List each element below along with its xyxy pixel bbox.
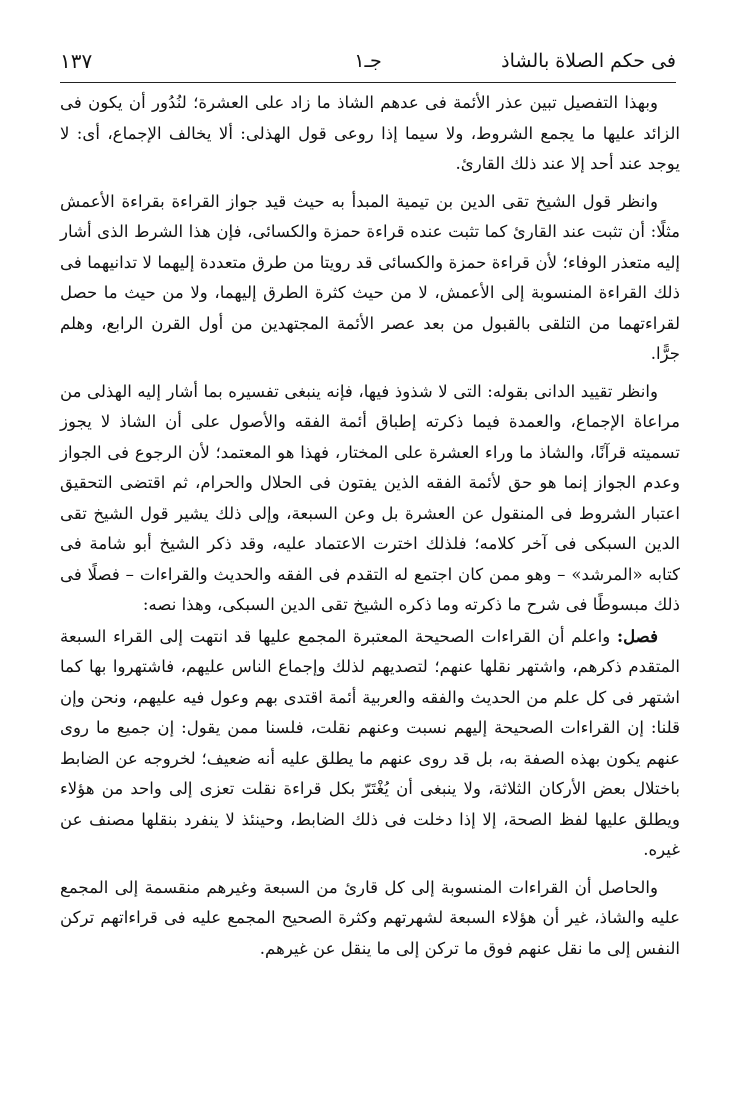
running-title: فى حكم الصلاة بالشاذ (501, 50, 676, 72)
section-lead-word: فصل: (616, 625, 658, 646)
paragraph-3: وانظر تقييد الدانى بقوله: التى لا شذوذ فيها، فإنه ينبغى تفسيره بما أشار إليه الهذلى من مراعاة الإجماع، والعمدة فيما ذكرته إطباق أئمة الفقه والأصول على أن الشاذ لا يجوز تسميته قرآنًا، والشاذ ما وراء العشرة على المختار، فهذا هو المعتمد؛ لأن الرجوع فى الجواز وعدم الجواز إنما هو حق لأئمة الفقه الذين يفتون فى الحلال والحرام، ثم اقتضى التحقيق اعتبار الشروط فى المنقول عن العشرة بل وعن السبعة، وإلى ذلك يشير قول الشيخ تقى الدين السبكى فى آخر كلامه؛ فلذلك اخترت الاعتماد عليه، وقد ذكر الشيخ أبو شامة فى كتابه «المرشد» – وهو ممن كان اجتمع له التقدم فى الفقه والحديث والقراءات – فصلًا فى ذلك مبسوطًا فى شرح ما ذكرته وما ذكره الشيخ تقى الدين السبكى، وهذا نصه: (60, 381, 680, 614)
paragraph-2: وانظر قول الشيخ تقى الدين بن تيمية المبدأ به حيث قيد جواز القراءة بقراءة الأعمش مثلًا: أن تثبت عند القارئ كما تثبت عنده قراءة حمزة والكسائى، فإن هذا الشرط الذى أشار إليه متعذر الوفاء؛ لأن قراءة حمزة والكسائى قد رويتا من طرق متعددة إليهما لا تدانيهما فى ذلك القراءة المنسوبة إلى الأعمش، لا من حيث كثرة الطرق إليهما، ولا من حيث ما حصل لقراءتهما من التلقى بالقبول من بعد عصر الأئمة المجتهدين من أول القرن الرابع، وهلم جرًّا. (60, 191, 680, 363)
paragraph-5: والحاصل أن القراءات المنسوبة إلى كل قارئ من السبعة وغيرهم منقسمة إلى المجمع عليه والشاذ، غير أن هؤلاء السبعة لشهرتهم وكثرة الصحيح المجمع عليه فى قراءاتهم تركن النفس إلى ما نقل عنهم فوق ما تركن إلى ما ينقل عن غيرهم. (60, 877, 680, 958)
paragraph-4 (60, 621, 680, 866)
paragraph-4-text: واعلم أن القراءات الصحيحة المعتبرة المجمع عليها قد انتهت إلى القراء السبعة المتقدم ذكرهم، واشتهر نقلها عنهم؛ لتصديهم لذلك وإجماع الناس عليهم، فاشتهروا بها كما اشتهر فى كل علم من الحديث والفقه والعربية أئمة اقتدى بهم وعول فيه عليهم، ونحن وإن قلنا: إن القراءات الصحيحة إليهم نسبت وعنهم نقلت، فلسنا ممن يقول: إن جميع ما روى عنهم يكون بهذه الصفة به، بل قد روى عنهم ما يطلق عليه أنه ضعيف؛ لخروجه عن الضابط باختلال بعض الأركان الثلاثة، ولا ينبغى أن يُغْتَرّ بكل قراءة نقلت تعزى إلى واحد من هؤلاء ويطلق عليها لفظ الصحة، إلا إذا دخلت فى ذلك الضابط، وحينئذ لا ينفرد بنقلها مصنف عن غيره. (60, 626, 680, 859)
page-body (60, 88, 680, 964)
paragraph-1: وبهذا التفصيل تبين عذر الأئمة فى عدهم الشاذ ما زاد على العشرة؛ لنُدُور أن يكون فى الزائد عليها ما يجمع الشروط، ولا سيما إذا روعى قول الهذلى: ألا يخالف الإجماع، أى: لا يوجد عند أحد إلا عند ذلك القارئ. (60, 93, 680, 173)
volume-label: جـ١ (354, 50, 382, 72)
page-header (60, 46, 676, 80)
header-divider (60, 82, 676, 83)
page-number: ١٣٧ (60, 49, 93, 73)
